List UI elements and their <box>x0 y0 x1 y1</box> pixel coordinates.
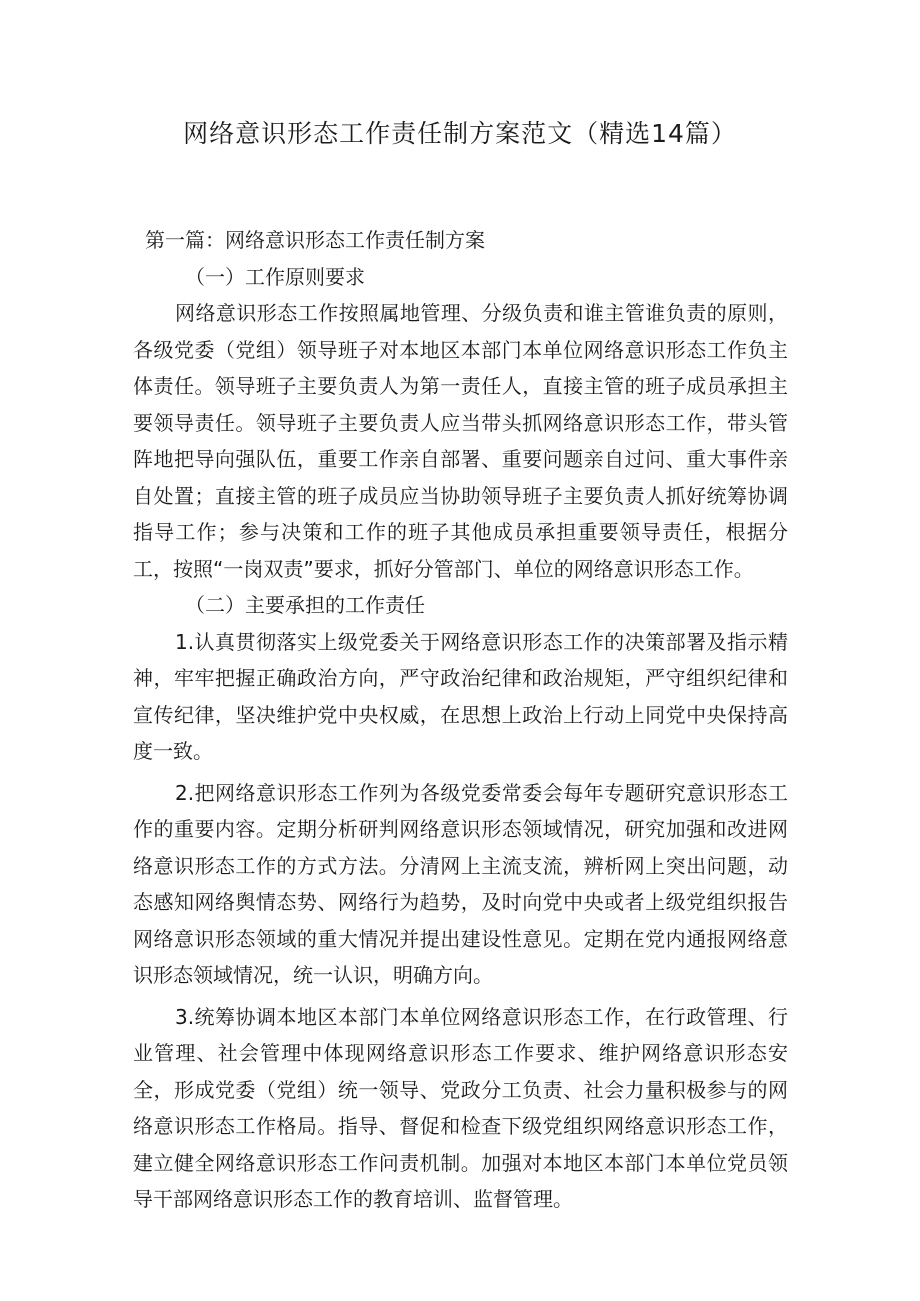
document-body <box>133 222 788 1218</box>
section-heading-1: （一）工作原则要求 <box>185 264 365 289</box>
list-item-2: 2.把网络意识形态工作列为各级党委常委会每年专题研究意识形态工作的重要内容。定期分析研判网络意识形态领域情况，研究加强和改进网络意识形态工作的方式方法。分清网上主流支流，辨析网上突出问题，动态感知网络舆情态势、网络行为趋势，及时向党中央或者上级党组织报告网络意识形态领域的重大情况并提出建设性意见。定期在党内通报网络意识形态领域情况，统一认识，明确方向。 <box>133 780 788 987</box>
chapter-heading: 第一篇：网络意识形态工作责任制方案 <box>145 228 485 252</box>
list-item-3: 3.统筹协调本地区本部门本单位网络意识形态工作，在行政管理、行业管理、社会管理中体现网络意识形态工作要求、维护网络意识形态安全，形成党委（党组）统一领导、党政分工负责、社会力量积极参与的网络意识形态工作格局。指导、督促和检查下级党组织网络意识形态工作，建立健全网络意识形态工作问责机制。加强对本地区本部门本单位党员领导干部网络意识形态工作的教育培训、监督管理。 <box>133 1004 788 1211</box>
section-heading-2: （二）主要承担的工作责任 <box>185 593 425 617</box>
document-title: 网络意识形态工作责任制方案范文（精选14篇） <box>183 119 737 148</box>
list-item-1: 1.认真贯彻落实上级党委关于网络意识形态工作的决策部署及指示精神，牢牢把握正确政治方向，严守政治纪律和政治规矩，严守组织纪律和宣传纪律，坚决维护党中央权威，在思想上政治上行动上同党中央保持高度一致。 <box>133 629 788 763</box>
paragraph-principles: 网络意识形态工作按照属地管理、分级负责和谁主管谁负责的原则，各级党委（党组）领导班子对本地区本部门本单位网络意识形态工作负主体责任。领导班子主要负责人为第一责任人，直接主管的班子成员承担主要领导责任。领导班子主要负责人应当带头抓网络意识形态工作，带头管阵地把导向强队伍，重要工作亲自部署、重要问题亲自过问、重大事件亲自处置；直接主管的班子成员应当协助领导班子主要负责人抓好统筹协调指导工作；参与决策和工作的班子其他成员承担重要领导责任，根据分工，按照“一岗双责”要求，抓好分管部门、单位的网络意识形态工作。 <box>133 301 788 581</box>
